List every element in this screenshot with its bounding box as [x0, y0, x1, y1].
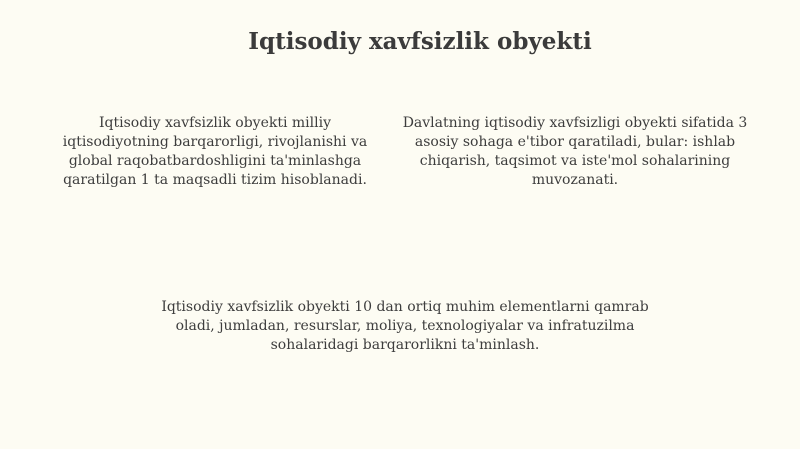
paragraph-right: Davlatning iqtisodiy xavfsizligi obyekti sifatida 3 asosiy sohaga e'tibor qaratiladi, bular: ishlab chiqarish, taqsimot va iste'mol sohalarining muvozanati. — [402, 115, 748, 188]
slide-title: Iqtisodiy xavfsizlik obyekti — [248, 28, 592, 55]
paragraph-bottom: Iqtisodiy xavfsizlik obyekti 10 dan ortiq muhim elementlarni qamrab oladi, jumladan, resurslar, moliya, texnologiyalar va infratuzilma sohalaridagi barqarorlikni ta'minlash. — [161, 299, 649, 353]
paragraph-left: Iqtisodiy xavfsizlik obyekti milliy iqtisodiyotning barqarorligi, rivojlanishi va global raqobatbardoshligini ta'minlashga qaratilgan 1 ta maqsadli tizim hisoblanadi. — [62, 115, 368, 188]
